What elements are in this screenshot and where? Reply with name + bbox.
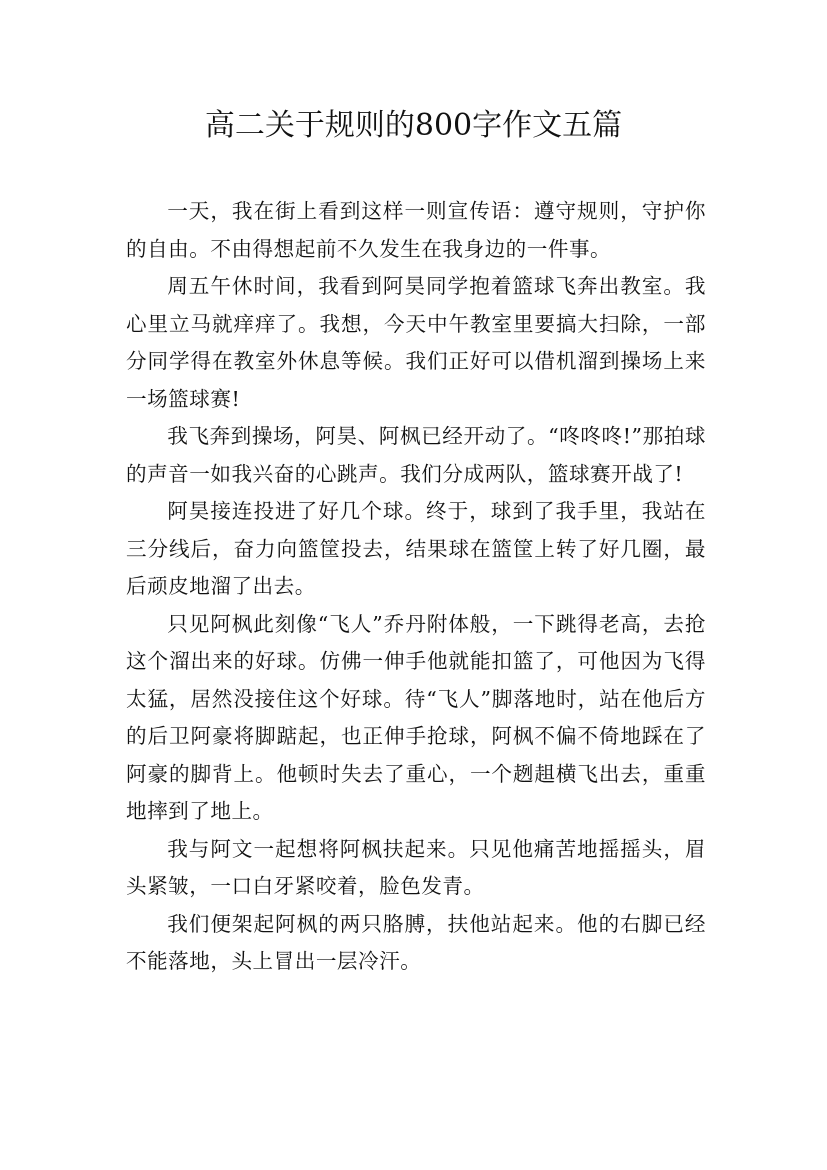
- paragraph-7: 我们便架起阿枫的两只胳膊，扶他站起来。他的右脚已经不能落地，头上冒出一层冷汗。: [126, 911, 706, 973]
- document-body: [126, 193, 706, 981]
- paragraph-2: 周五午休时间，我看到阿昊同学抱着篮球飞奔出教室。我心里立马就痒痒了。我想，今天中午教室里要搞大扫除，一部分同学得在教室外休息等候。我们正好可以借机溜到操场上来一场篮球赛!: [126, 274, 706, 411]
- paragraph-4: 阿昊接连投进了好几个球。终于，球到了我手里，我站在三分线后，奋力向篮筐投去，结果球在篮筐上转了好几圈，最后顽皮地溜了出去。: [126, 499, 706, 598]
- paragraph-6: 我与阿文一起想将阿枫扶起来。只见他痛苦地摇摇头，眉头紧皱，一口白牙紧咬着，脸色发青。: [126, 836, 706, 898]
- document-title: 高二关于规则的800字作文五篇: [204, 108, 623, 143]
- paragraph-1: 一天，我在街上看到这样一则宣传语：遵守规则，守护你的自由。不由得想起前不久发生在我身边的一件事。: [126, 199, 706, 261]
- paragraph-5: 只见阿枫此刻像“飞人”乔丹附体般，一下跳得老高，去抢这个溜出来的好球。仿佛一伸手他就能扣篮了，可他因为飞得太猛，居然没接住这个好球。待“飞人”脚落地时，站在他后方的后卫阿豪将脚踮起，也正伸手抢球，阿枫不偏不倚地踩在了阿豪的脚背上。他顿时失去了重心，一个趔趄横飞出去，重重地摔到了地上。: [126, 611, 706, 823]
- paragraph-3: 我飞奔到操场，阿昊、阿枫已经开动了。“咚咚咚!”那拍球的声音一如我兴奋的心跳声。我们分成两队，篮球赛开战了!: [126, 424, 706, 486]
